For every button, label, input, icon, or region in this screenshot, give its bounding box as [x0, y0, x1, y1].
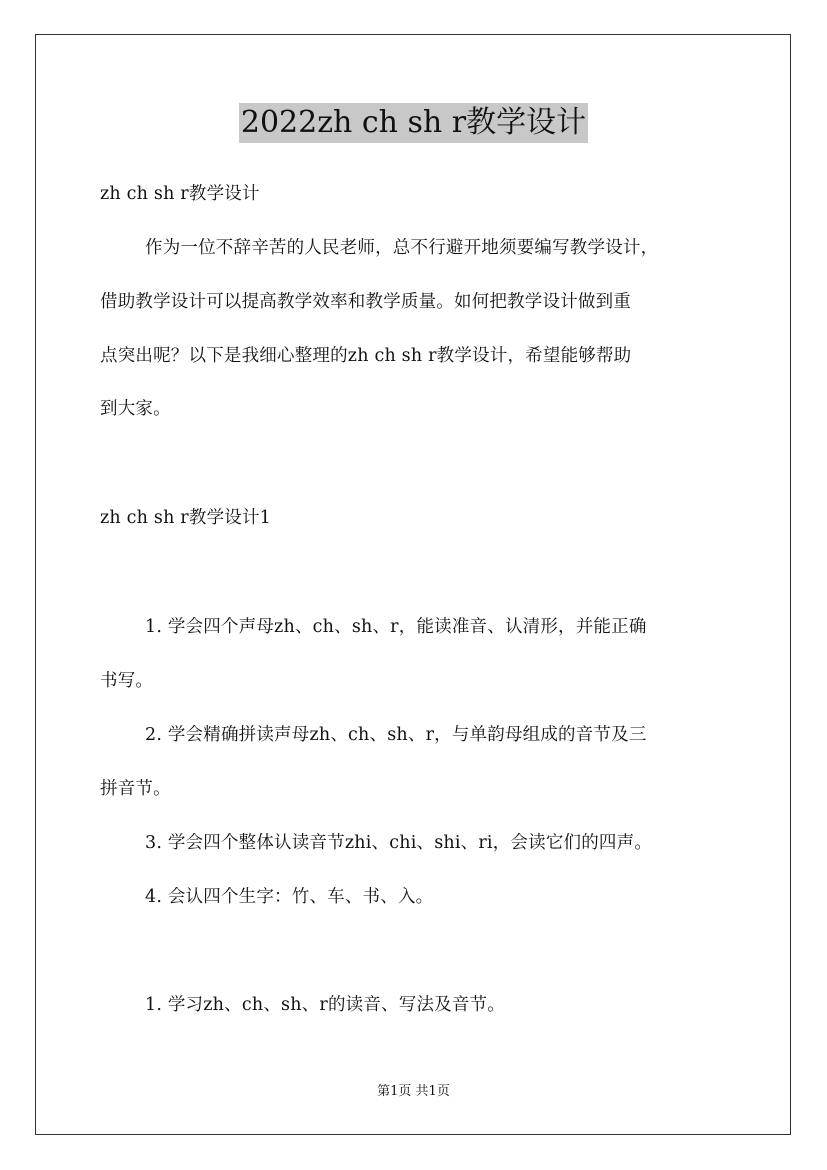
document-title: 2022zh ch sh r教学设计	[239, 103, 588, 143]
goal-line-4: 拼音节。	[100, 779, 171, 799]
page-footer: 第1页 共1页	[377, 1084, 450, 1099]
goal-line-2: 书写。	[100, 671, 154, 691]
intro-line-2: 借助教学设计可以提高教学效率和教学质量。如何把教学设计做到重	[100, 292, 631, 312]
goal-line-6: 4. 会认四个生字：竹、车、书、入。	[145, 887, 434, 907]
goal-line-3: 2. 学会精确拼读声母zh、ch、sh、r，与单韵母组成的音节及三	[145, 725, 647, 745]
intro-line-4: 到大家。	[100, 399, 171, 419]
title-container	[0, 103, 827, 143]
key-point-line: 1. 学习zh、ch、sh、r的读音、写法及音节。	[145, 995, 505, 1015]
intro-line-1: 作为一位不辞辛苦的人民老师，总不行避开地须要编写教学设计，	[145, 238, 659, 258]
goal-line-1: 1. 学会四个声母zh、ch、sh、r，能读准音、认清形，并能正确	[145, 617, 647, 637]
section-heading: zh ch sh r教学设计1	[100, 508, 272, 528]
intro-line-3: 点突出呢？以下是我细心整理的zh ch sh r教学设计，希望能够帮助	[100, 346, 632, 366]
goal-line-5: 3. 学会四个整体认读音节zhi、chi、shi、ri，会读它们的四声。	[145, 833, 653, 853]
subtitle: zh ch sh r教学设计	[100, 184, 260, 204]
